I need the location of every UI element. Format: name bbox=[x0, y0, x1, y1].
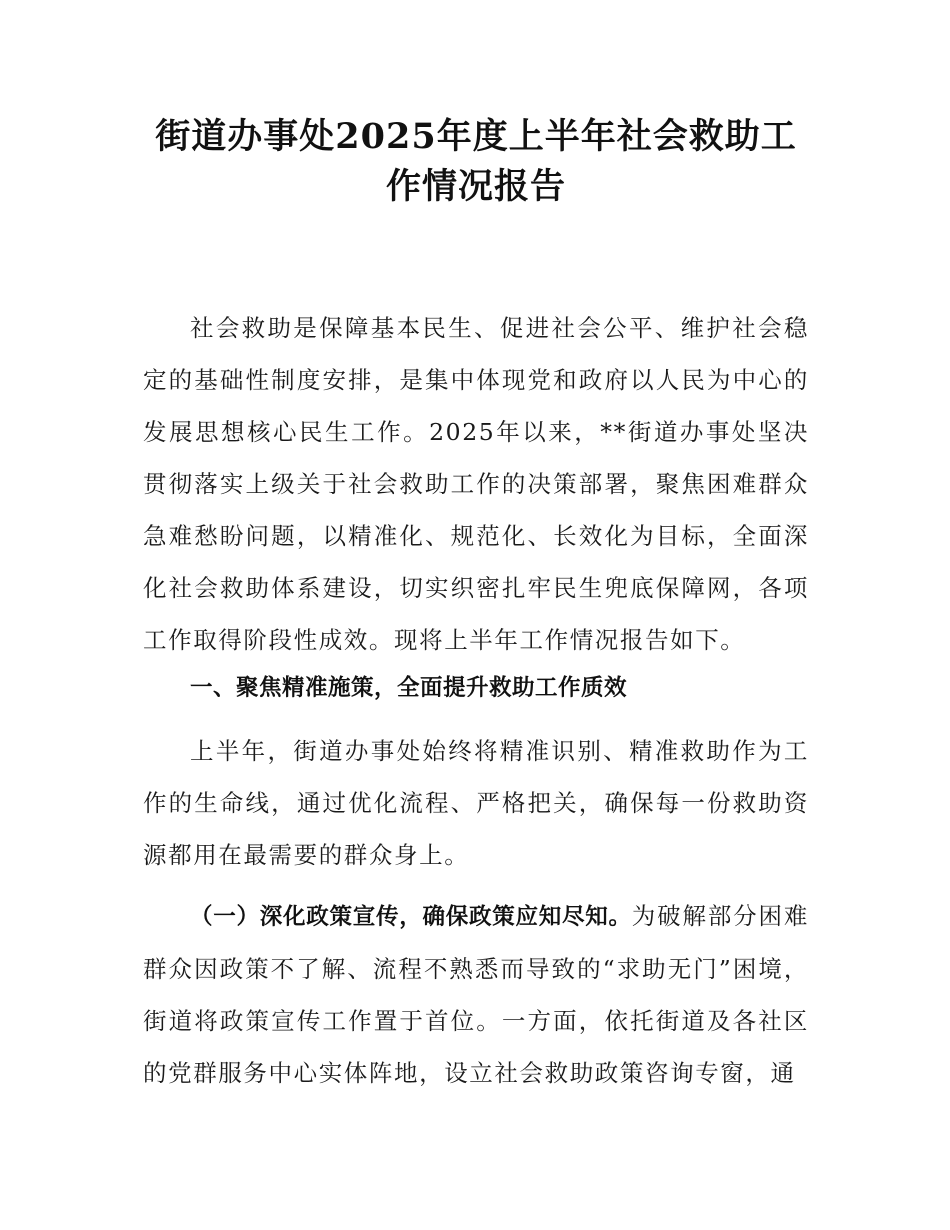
subsection-1-lead: （一）深化政策宣传，确保政策应知尽知。 bbox=[190, 904, 632, 930]
intro-paragraph: 社会救助是保障基本民生、促进社会公平、维护社会稳定的基础性制度安排，是集中体现党和政府以人民为中心的发展思想核心民生工作。2025年以来，**街道办事处坚决贯彻落实上级关于社会救助工作的决策部署，聚焦困难群众急难愁盼问题，以精准化、规范化、长效化为目标，全面深化社会救助体系建设，切实织密扎牢民生兜底保障网，各项工作取得阶段性成效。现将上半年工作情况报告如下。 bbox=[143, 314, 809, 654]
subsection-1-body: 为破解部分困难群众因政策不了解、流程不熟悉而导致的“求助无门”困境，街道将政策宣传工作置于首位。一方面，依托街道及各社区的党群服务中心实体阵地，设立社会救助政策咨询专窗，通 bbox=[143, 902, 809, 1087]
document-title: 街道办事处2025年度上半年社会救助工作情况报告 bbox=[155, 116, 797, 207]
subsection-1-paragraph bbox=[143, 890, 809, 1099]
section-heading-1: 一、聚焦精准施策，全面提升救助工作质效 bbox=[190, 675, 628, 701]
section-1-intro-paragraph: 上半年，街道办事处始终将精准识别、精准救助作为工作的生命线，通过优化流程、严格把关，确保每一份救助资源都用在最需要的群众身上。 bbox=[143, 737, 809, 869]
